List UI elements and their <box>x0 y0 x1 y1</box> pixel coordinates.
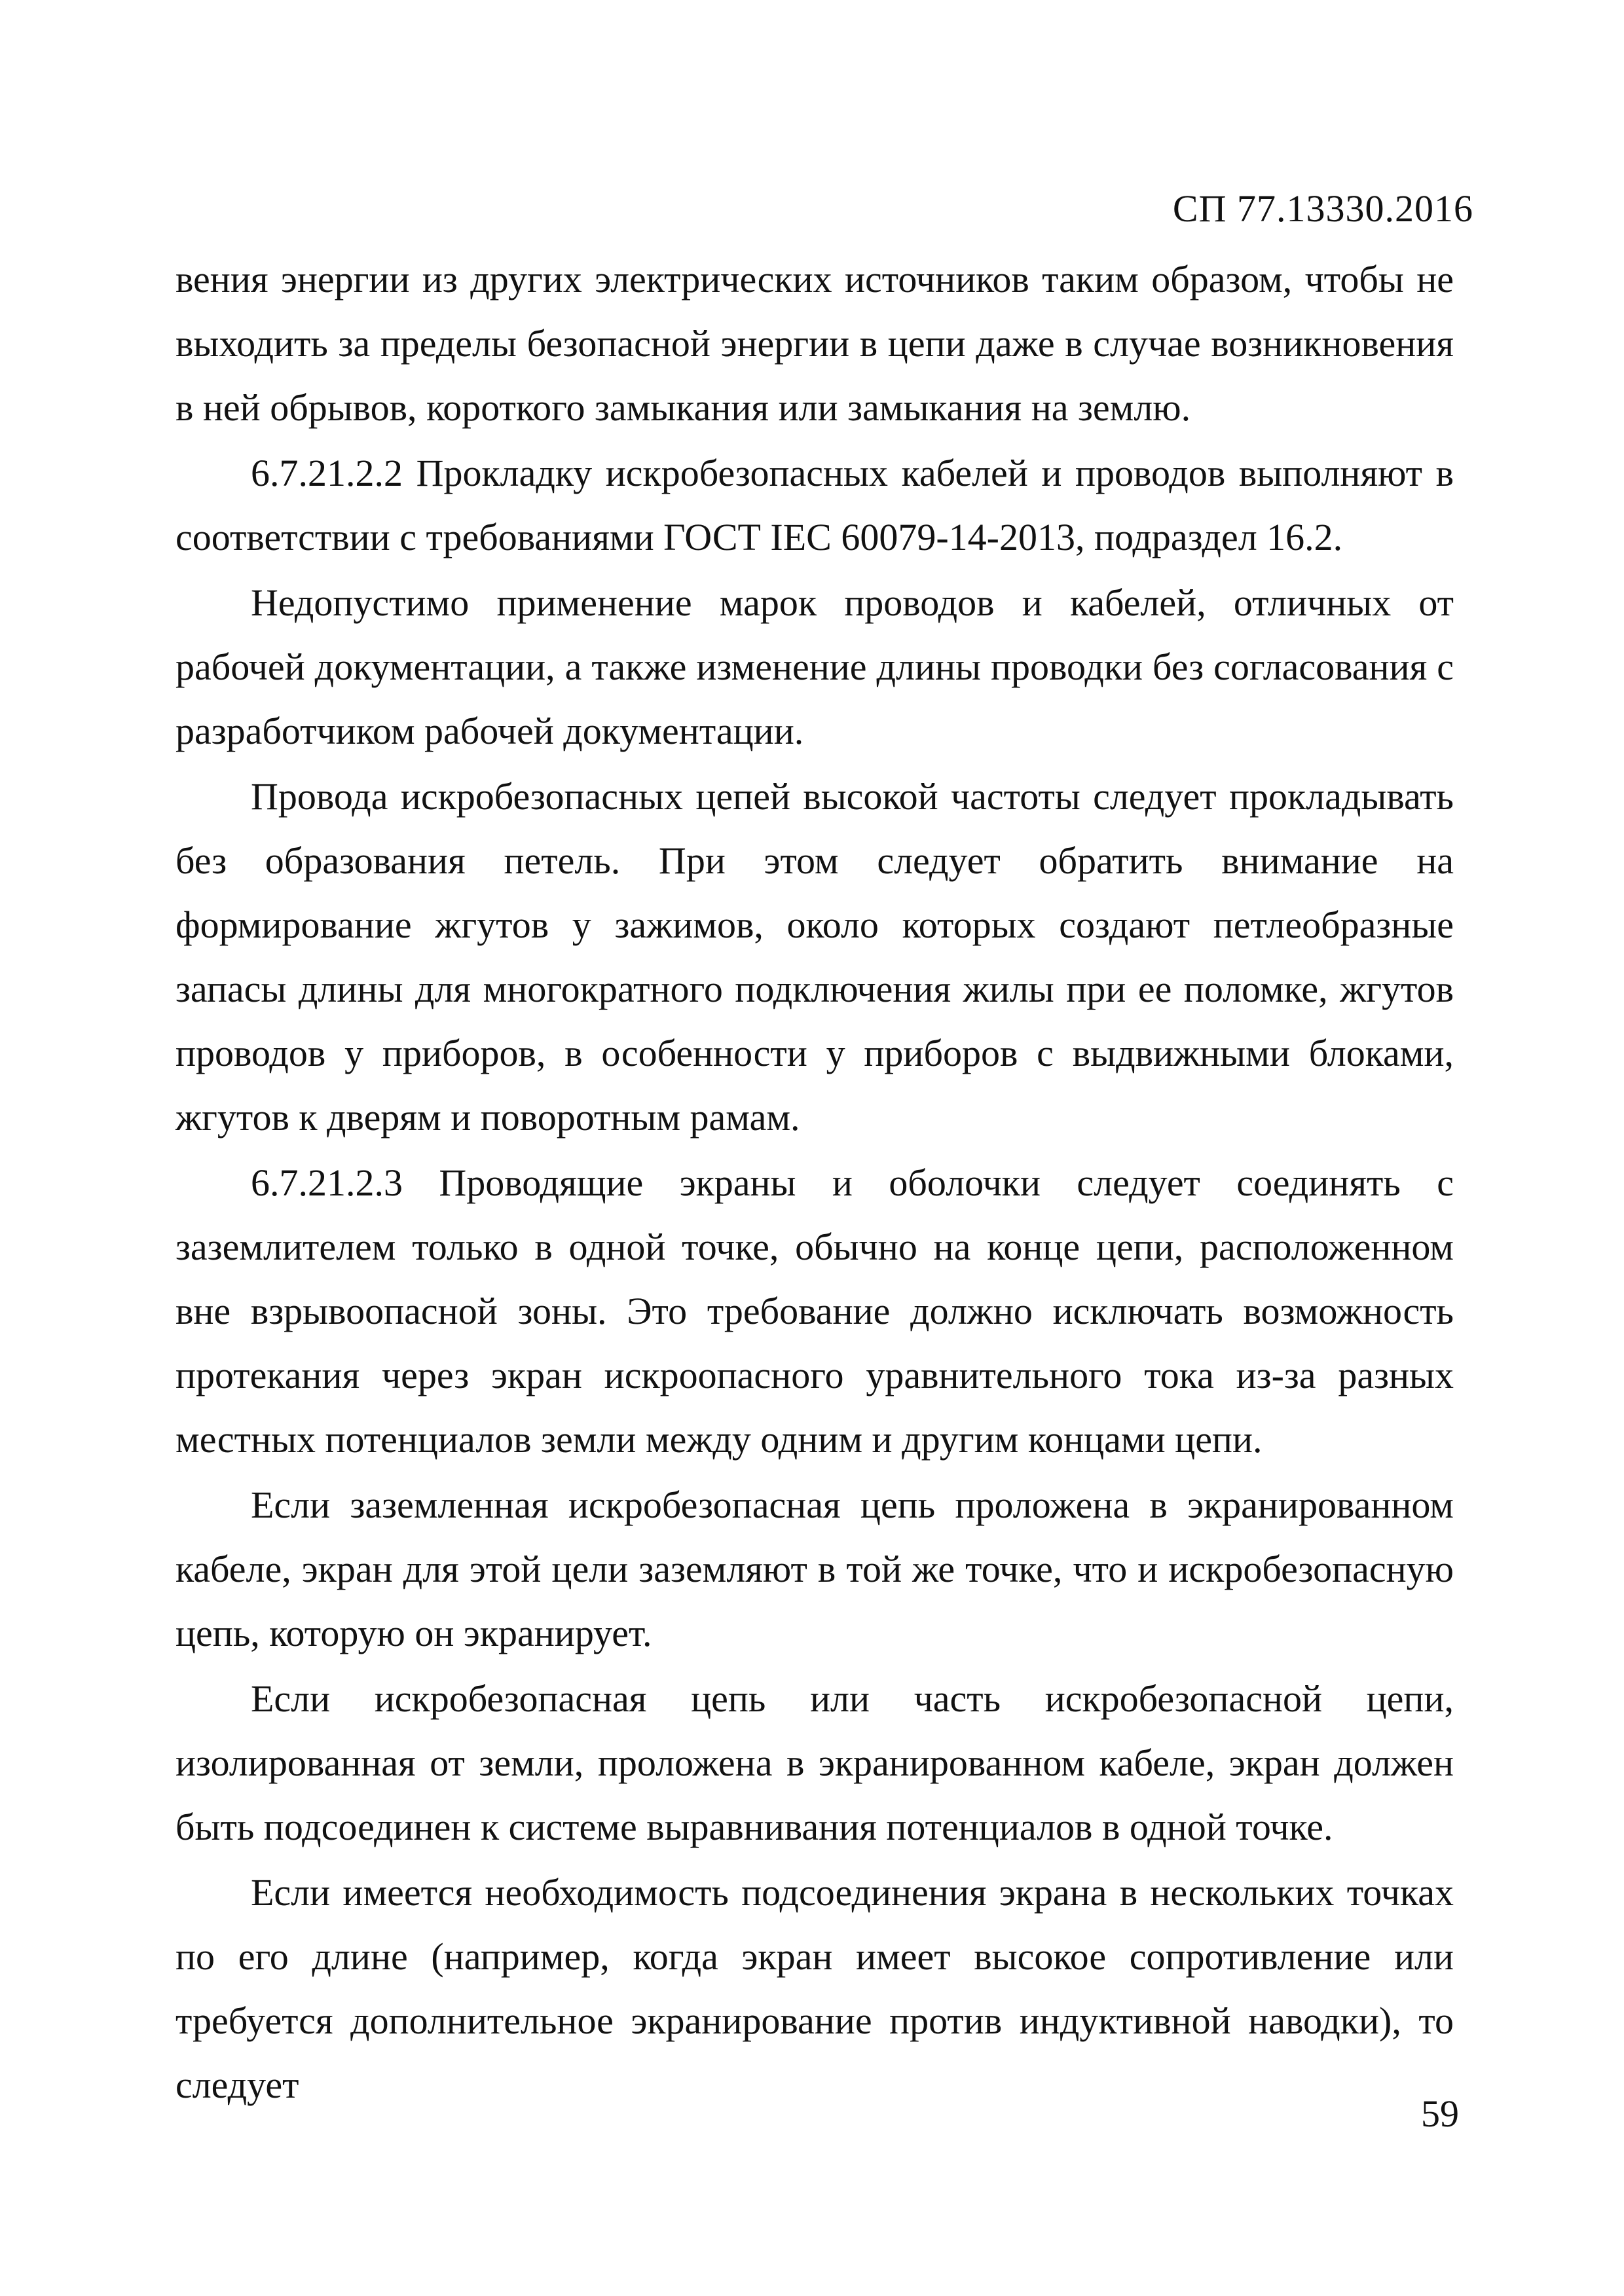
paragraph-isolated-circuit: Если искробезопасная цепь или часть искробезопасной цепи, изолированная от земли, проложена в экранированном кабеле, экран должен быть подсоединен к системе выравнивания потенциалов в одной точке. <box>175 1677 1454 1848</box>
paragraph-6-7-21-2-3: 6.7.21.2.3 Проводящие экраны и оболочки следует соединять с заземлителем только в одной точке, обычно на конце цепи, расположенном вне взрывоопасной зоны. Это требование должно исключать возможность протекания через экран искроопасного уравнительного тока из-за разных местных потенциалов земли между одним и другим концами цепи. <box>175 1161 1454 1461</box>
document-code: СП 77.13330.2016 <box>1172 187 1473 230</box>
paragraph-6-7-21-2-2: 6.7.21.2.2 Прокладку искробезопасных кабелей и проводов выполняют в соответствии с требованиями ГОСТ IEC 60079-14-2013, подраздел 16.2. <box>175 452 1454 558</box>
body-text <box>175 247 1454 2119</box>
page-number: 59 <box>1421 2092 1459 2135</box>
paragraph-wiring-restriction: Недопустимо применение марок проводов и кабелей, отличных от рабочей документации, а также изменение длины проводки без согласования с разработчиком рабочей документации. <box>175 581 1454 752</box>
paragraph-continuation: вения энергии из других электрических источников таким образом, чтобы не выходить за пределы безопасной энергии в цепи даже в случае возникновения в ней обрывов, короткого замыкания или замыкания на землю. <box>175 258 1454 429</box>
paragraph-grounded-circuit: Если заземленная искробезопасная цепь проложена в экранированном кабеле, экран для этой цели заземляют в той же точке, что и искробезопасную цепь, которую он экранирует. <box>175 1484 1454 1654</box>
paragraph-multipoint-connection: Если имеется необходимость подсоединения экрана в нескольких точках по его длине (например, когда экран имеет высокое сопротивление или требуется дополнительное экранирование против индуктивной наводки), то следует <box>175 1871 1454 2106</box>
paragraph-hf-wiring: Провода искробезопасных цепей высокой частоты следует прокладывать без образования петель. При этом следует обратить внимание на формирование жгутов у зажимов, около которых создают петлеобразные запасы длины для многократного подключения жилы при ее поломке, жгутов проводов у приборов, в особенности у приборов с выдвижными блоками, жгутов к дверям и поворотным рамам. <box>175 775 1454 1139</box>
